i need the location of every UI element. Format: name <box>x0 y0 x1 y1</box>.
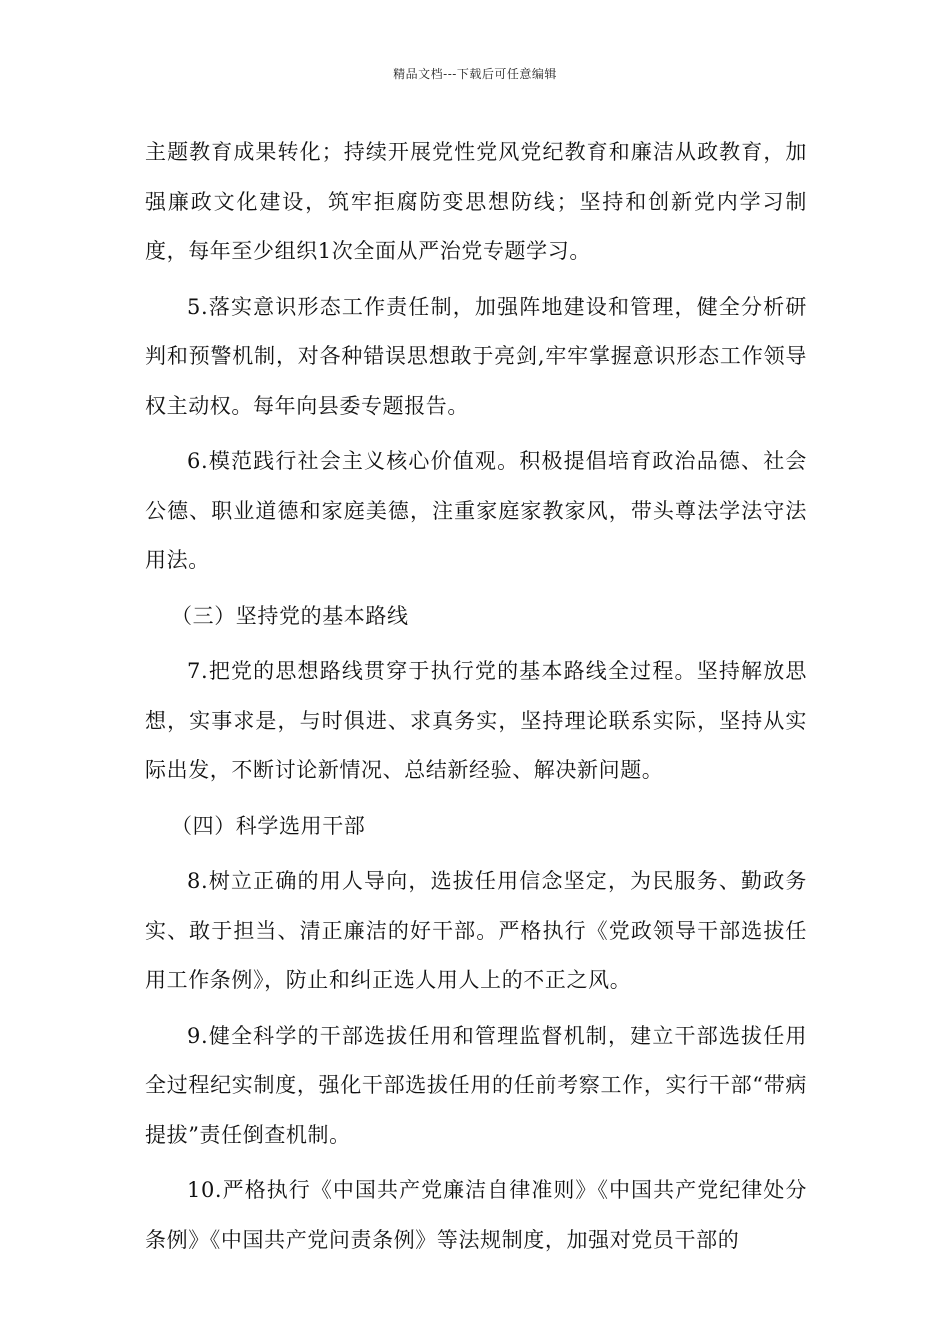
paragraph-item-6: 6.模范践行社会主义核心价值观。积极提倡培育政治品德、社会公德、职业道德和家庭美德，注重家庭家教家风，带头尊法学法守法用法。 <box>145 449 807 572</box>
page-header: 精品文档---下载后可任意编辑 <box>393 67 557 81</box>
section-heading-3: （三）坚持党的基本路线 <box>171 603 409 628</box>
paragraph-item-9: 9.健全科学的干部选拔任用和管理监督机制，建立干部选拔任用全过程纪实制度，强化干部选拔任用的任前考察工作，实行干部“带病提拔”责任倒查机制。 <box>145 1023 807 1147</box>
paragraph-item-5: 5.落实意识形态工作责任制，加强阵地建设和管理，健全分析研判和预警机制，对各种错误思想敢于亮剑,牢牢掌握意识形态工作领导权主动权。每年向县委专题报告。 <box>145 294 807 418</box>
paragraph-item-7: 7.把党的思想路线贯穿于执行党的基本路线全过程。坚持解放思想，实事求是，与时俱进、求真务实，坚持理论联系实际，坚持从实际出发，不断讨论新情况、总结新经验、解决新问题。 <box>145 659 807 782</box>
section-heading-4: （四）科学选用干部 <box>171 813 366 838</box>
paragraph-continuation: 主题教育成果转化；持续开展党性党风党纪教育和廉洁从政教育，加强廉政文化建设，筑牢拒腐防变思想防线；坚持和创新党内学习制度，每年至少组织1次全面从严治党专题学习。 <box>145 140 807 263</box>
document-body <box>145 128 807 1271</box>
paragraph-item-8: 8.树立正确的用人导向，选拔任用信念坚定，为民服务、勤政务实、敢于担当、清正廉洁的好干部。严格执行《党政领导干部选拔任用工作条例》，防止和纠正选人用人上的不正之风。 <box>145 869 807 992</box>
paragraph-item-10: 10.严格执行《中国共产党廉洁自律准则》《中国共产党纪律处分条例》《中国共产党问责条例》等法规制度，加强对党员干部的 <box>145 1178 807 1252</box>
